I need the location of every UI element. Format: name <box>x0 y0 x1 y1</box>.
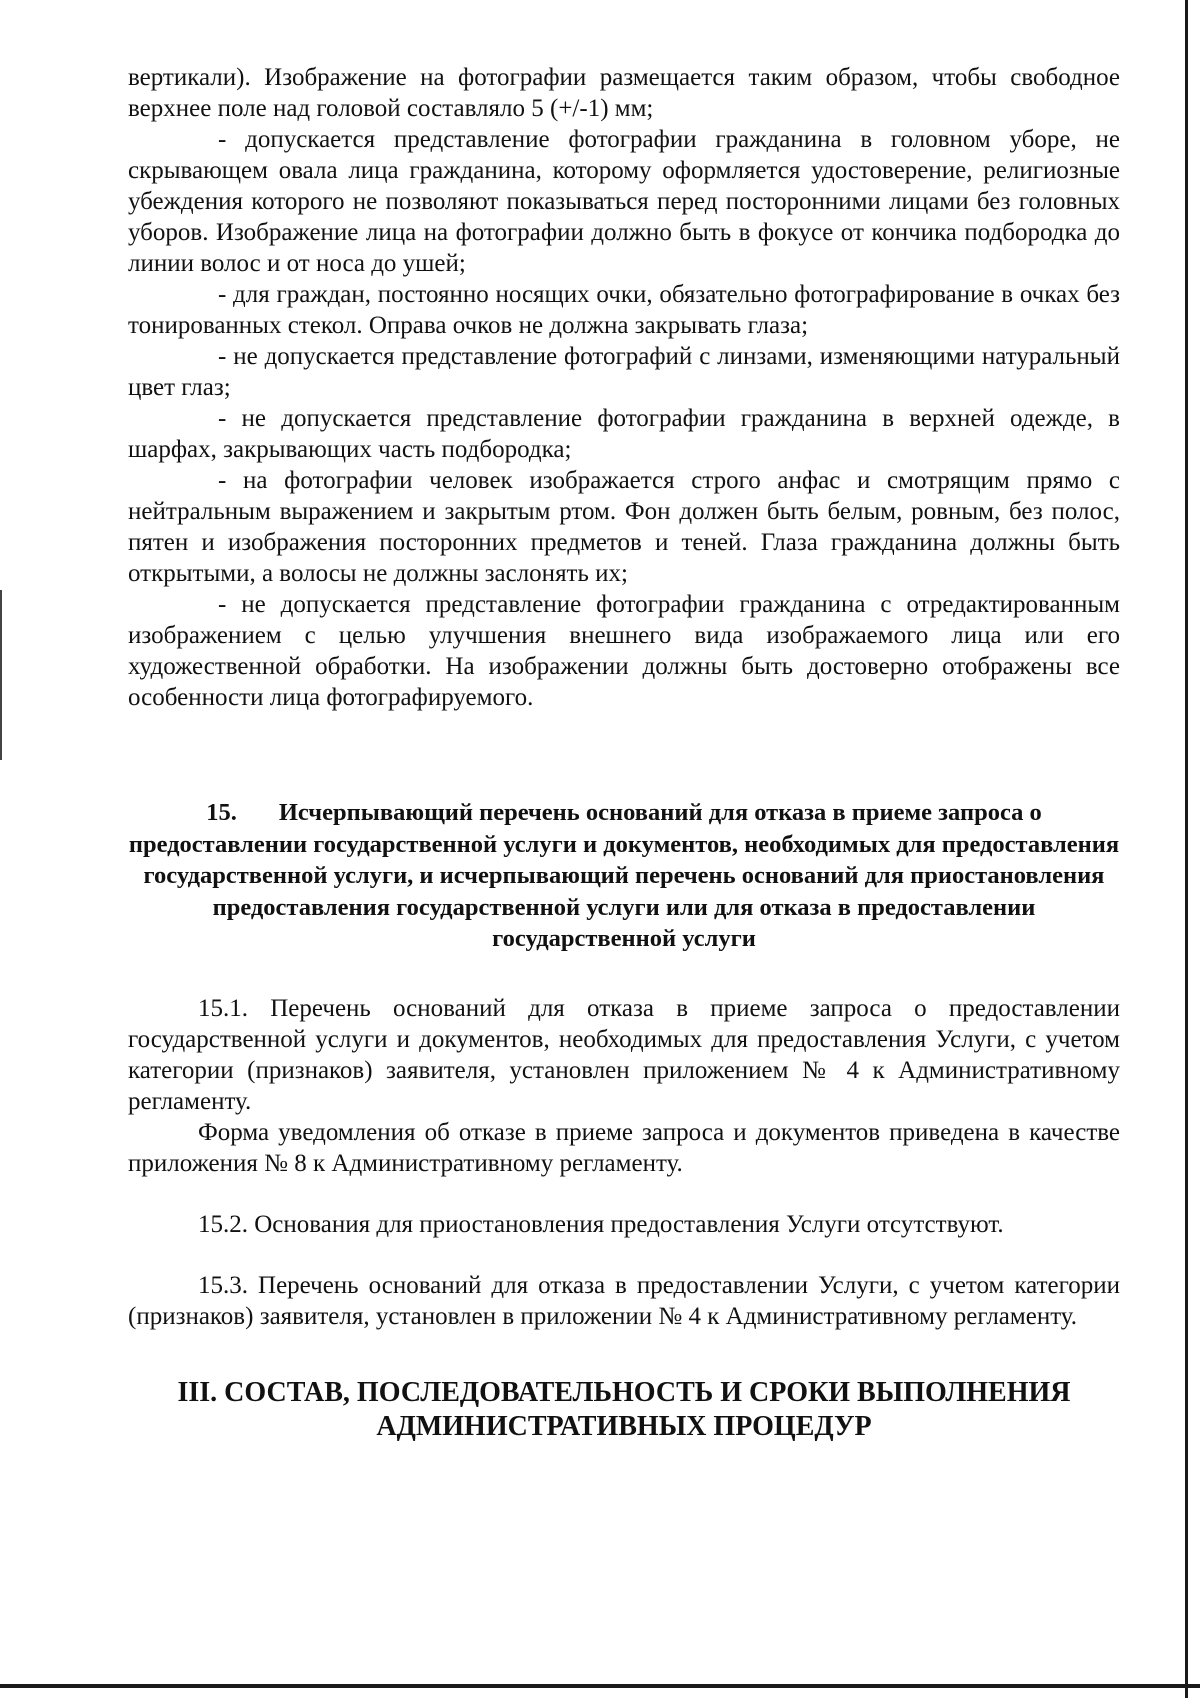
paragraph-15-1: 15.1. Перечень оснований для отказа в приеме запроса о предоставлении государственной услуги и документов, необходимых для предоставления Услуги, с учетом категории (признаков) заявителя, установлен приложением № 4 к Административному регламенту. <box>128 994 1120 1115</box>
section-3-heading <box>128 1376 1120 1444</box>
paragraph-glasses: - для граждан, постоянно носящих очки, обязательно фотографирование в очках без тонированных стекол. Оправа очков не должна закрывать глаза; <box>128 281 1120 339</box>
paragraph-15-1-form: Форма уведомления об отказе в приеме запроса и документов приведена в качестве приложения № 8 к Административному регламенту. <box>128 1118 1120 1177</box>
scan-border-right <box>1185 0 1188 1698</box>
paragraph-15-3: 15.3. Перечень оснований для отказа в предоставлении Услуги, с учетом категории (признаков) заявителя, установлен в приложении № 4 к Административному регламенту. <box>128 1271 1120 1330</box>
section-3-title-line1: III. СОСТАВ, ПОСЛЕДОВАТЕЛЬНОСТЬ И СРОКИ ВЫПОЛНЕНИЯ <box>177 1376 1071 1408</box>
paragraph-headwear: - допускается представление фотографии гражданина в головном уборе, не скрывающем овала лица гражданина, которому оформляется удостоверение, религиозные убеждения которого не позволяют показываться перед посторонними лицами без головных уборов. Изображение лица на фотографии должно быть в фокусе от кончика подбородка до линии волос и от носа до ушей; <box>128 126 1120 277</box>
section-15-title: Исчерпывающий перечень оснований для отказа в приеме запроса о предоставлении государственной услуги и документов, необходимых для предоставления государственной услуги, и исчерпывающий перечень оснований для приостановления предоставления государственной услуги или для отказа в предоставлении государственной услуги <box>128 799 1120 952</box>
paragraph-lenses: - не допускается представление фотографий с линзами, изменяющими натуральный цвет глаз; <box>128 343 1120 401</box>
paragraph-outerwear: - не допускается представление фотографии гражданина в верхней одежде, в шарфах, закрывающих часть подбородка; <box>128 405 1120 463</box>
document-body <box>128 62 1120 1444</box>
paragraph-continuation: вертикали). Изображение на фотографии размещается таким образом, чтобы свободное верхнее поле над головой составляло 5 (+/-1) мм; <box>128 64 1120 122</box>
section-15-number: 15. <box>206 799 237 826</box>
paragraph-15-2: 15.2. Основания для приостановления предоставления Услуги отсутствуют. <box>198 1210 1004 1238</box>
paragraph-edited-image: - не допускается представление фотографии гражданина с отредактированным изображением с целью улучшения внешнего вида изображаемого лица или его художественной обработки. На изображении должны быть достоверно отображены все особенности лица фотографируемого. <box>128 591 1120 711</box>
scan-edge-mark <box>0 590 2 760</box>
section-3-title-line2: АДМИНИСТРАТИВНЫХ ПРОЦЕДУР <box>376 1410 872 1442</box>
section-15-heading <box>128 797 1120 955</box>
paragraph-full-face: - на фотографии человек изображается строго анфас и смотрящим прямо с нейтральным выражением и закрытым ртом. Фон должен быть белым, ровным, без полос, пятен и изображения посторонних предметов и теней. Глаза гражданина должны быть открытыми, а волосы не должны заслонять их; <box>128 467 1120 587</box>
scan-border-bottom <box>0 1684 1200 1688</box>
